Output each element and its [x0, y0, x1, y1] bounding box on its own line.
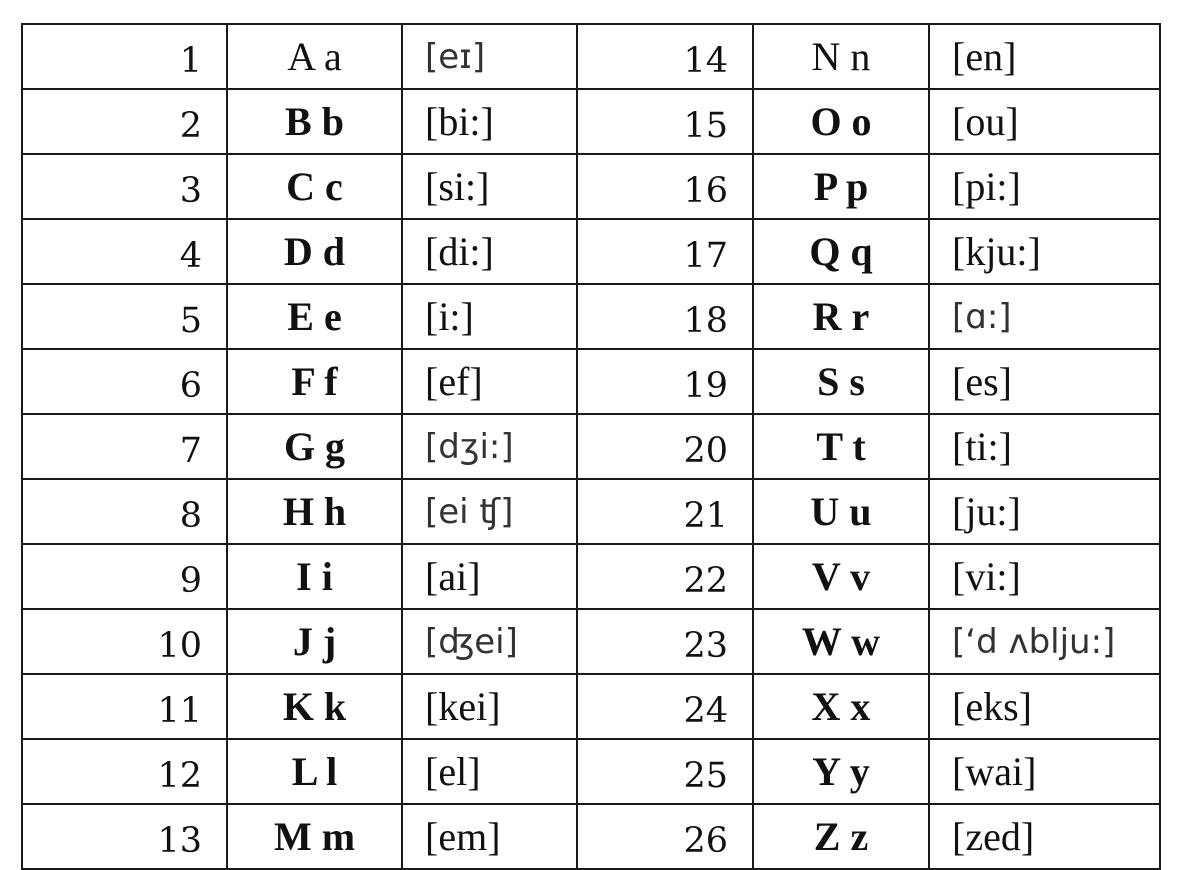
letter-pair: K k: [227, 674, 402, 739]
pronunciation: [ɑ:]: [929, 284, 1160, 349]
letter-number: 19: [577, 349, 753, 414]
letter-pair: W w: [753, 609, 929, 674]
pronunciation: [dʒi:]: [402, 414, 577, 479]
pronunciation: [ef]: [402, 349, 577, 414]
letter-number: 9: [22, 544, 227, 609]
table-row: [22, 349, 1160, 414]
table-row: [22, 284, 1160, 349]
letter-number: 23: [577, 609, 753, 674]
letter-pair: J j: [227, 609, 402, 674]
letter-pair: U u: [753, 479, 929, 544]
pronunciation: [es]: [929, 349, 1160, 414]
table-row: [22, 479, 1160, 544]
pronunciation: [ei ʧ]: [402, 479, 577, 544]
letter-number: 24: [577, 674, 753, 739]
letter-pair: T t: [753, 414, 929, 479]
letter-number: 25: [577, 739, 753, 804]
letter-number: 12: [22, 739, 227, 804]
table-row: [22, 414, 1160, 479]
pronunciation: [wai]: [929, 739, 1160, 804]
pronunciation: [‘d ʌblju:]: [929, 609, 1160, 674]
letter-number: 26: [577, 804, 753, 869]
pronunciation: [kei]: [402, 674, 577, 739]
pronunciation: [i:]: [402, 284, 577, 349]
letter-number: 1: [22, 24, 227, 89]
letter-number: 11: [22, 674, 227, 739]
pronunciation: [zed]: [929, 804, 1160, 869]
alphabet-table-body: [22, 24, 1160, 869]
pronunciation: [eks]: [929, 674, 1160, 739]
pronunciation: [vi:]: [929, 544, 1160, 609]
pronunciation: [ju:]: [929, 479, 1160, 544]
pronunciation: [si:]: [402, 154, 577, 219]
letter-pair: M m: [227, 804, 402, 869]
pronunciation: [en]: [929, 24, 1160, 89]
letter-pair: H h: [227, 479, 402, 544]
pronunciation: [ti:]: [929, 414, 1160, 479]
alphabet-table: [21, 23, 1161, 870]
table-row: [22, 89, 1160, 154]
table-row: [22, 219, 1160, 284]
letter-pair: V v: [753, 544, 929, 609]
letter-pair: C c: [227, 154, 402, 219]
table-row: [22, 154, 1160, 219]
letter-number: 20: [577, 414, 753, 479]
letter-pair: D d: [227, 219, 402, 284]
letter-pair: N n: [753, 24, 929, 89]
letter-pair: B b: [227, 89, 402, 154]
letter-pair: Q q: [753, 219, 929, 284]
table-row: [22, 739, 1160, 804]
letter-pair: S s: [753, 349, 929, 414]
pronunciation: [ʤei]: [402, 609, 577, 674]
letter-number: 16: [577, 154, 753, 219]
pronunciation: [eɪ]: [402, 24, 577, 89]
letter-number: 2: [22, 89, 227, 154]
letter-pair: R r: [753, 284, 929, 349]
letter-number: 15: [577, 89, 753, 154]
letter-pair: O o: [753, 89, 929, 154]
pronunciation: [di:]: [402, 219, 577, 284]
letter-pair: Y y: [753, 739, 929, 804]
pronunciation: [bi:]: [402, 89, 577, 154]
letter-pair: P p: [753, 154, 929, 219]
letter-pair: Z z: [753, 804, 929, 869]
table-row: [22, 544, 1160, 609]
letter-number: 22: [577, 544, 753, 609]
letter-pair: F f: [227, 349, 402, 414]
letter-number: 8: [22, 479, 227, 544]
letter-number: 14: [577, 24, 753, 89]
pronunciation: [el]: [402, 739, 577, 804]
table-row: [22, 674, 1160, 739]
letter-number: 3: [22, 154, 227, 219]
table-row: [22, 609, 1160, 674]
pronunciation: [ou]: [929, 89, 1160, 154]
letter-number: 17: [577, 219, 753, 284]
letter-number: 7: [22, 414, 227, 479]
letter-pair: I i: [227, 544, 402, 609]
letter-number: 10: [22, 609, 227, 674]
pronunciation: [ai]: [402, 544, 577, 609]
letter-number: 5: [22, 284, 227, 349]
letter-number: 13: [22, 804, 227, 869]
table-row: [22, 804, 1160, 869]
letter-number: 21: [577, 479, 753, 544]
pronunciation: [pi:]: [929, 154, 1160, 219]
table-row: [22, 24, 1160, 89]
letter-number: 18: [577, 284, 753, 349]
letter-number: 6: [22, 349, 227, 414]
letter-pair: L l: [227, 739, 402, 804]
letter-pair: X x: [753, 674, 929, 739]
letter-pair: G g: [227, 414, 402, 479]
letter-pair: E e: [227, 284, 402, 349]
pronunciation: [kju:]: [929, 219, 1160, 284]
pronunciation: [em]: [402, 804, 577, 869]
letter-number: 4: [22, 219, 227, 284]
letter-pair: A a: [227, 24, 402, 89]
